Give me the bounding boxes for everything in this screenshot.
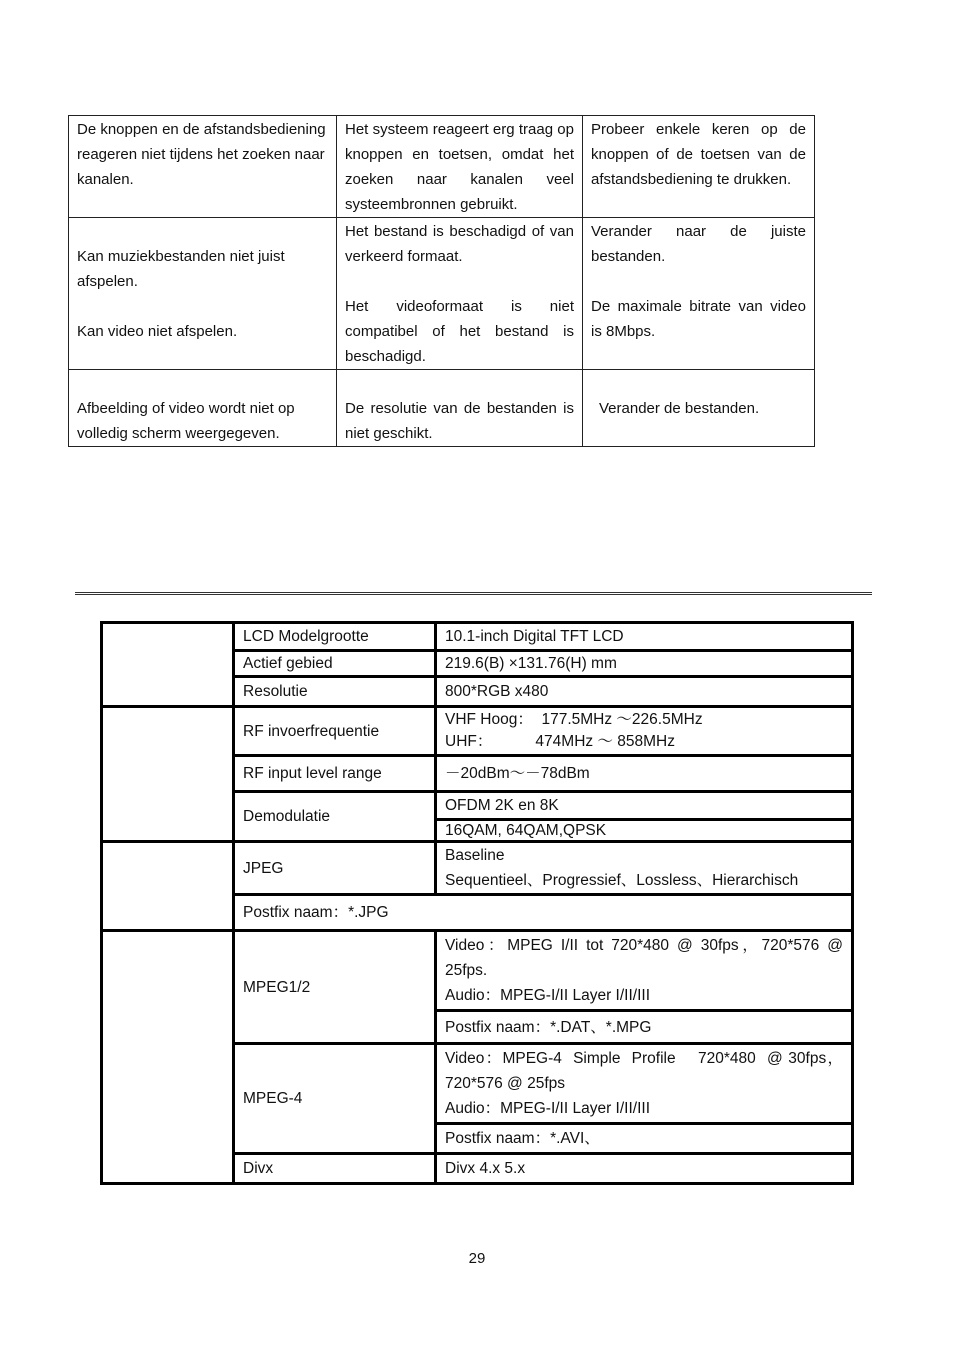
mpeg12-postfix: Postfix naam：*.DAT、*.MPG — [445, 1018, 652, 1036]
rf-frequency-value — [437, 708, 851, 754]
mpeg4-label: MPEG-4 — [243, 1090, 303, 1107]
divx-value: Divx 4.x 5.x — [445, 1160, 526, 1177]
troubleshooting-table — [68, 115, 815, 447]
jpeg-value — [437, 843, 851, 893]
solution-cell: Verander de bestanden. — [583, 370, 815, 447]
lcd-size-value: 10.1-inch Digital TFT LCD — [445, 628, 624, 645]
solution-cell: Verander naar de juiste bestanden. De maximale bitrate van video is 8Mbps. — [583, 218, 815, 370]
page-number: 29 — [468, 1250, 486, 1267]
section-divider — [75, 592, 872, 595]
rf-vhf-range: VHF Hoog： 177.5MHz ～226.5MHz — [445, 711, 703, 728]
mpeg4-video: Video：MPEG-4 Simple Profile 720*480 @ 30fps，720*576 @ 25fps — [445, 1050, 843, 1092]
specification-table — [100, 621, 854, 1185]
mpeg12-audio: Audio：MPEG-I/II Layer I/II/III — [445, 987, 651, 1004]
cause-cell: De resolutie van de bestanden is niet geschikt. — [337, 370, 583, 447]
solution-cell: Probeer enkele keren op de knoppen of de toetsen van de afstandsbediening te drukken. — [583, 116, 815, 218]
cause-cell: Het systeem reageert erg traag op knoppen en toetsen, omdat het zoeken naar kanalen veel systeembronnen gebruikt. — [337, 116, 583, 218]
demodulation-value-ofdm: OFDM 2K en 8K — [445, 797, 559, 814]
jpeg-label: JPEG — [243, 859, 284, 877]
resolution-label: Resolutie — [243, 683, 308, 700]
jpeg-baseline: Baseline — [445, 847, 505, 864]
rf-frequency-label: RF invoerfrequentie — [243, 722, 380, 740]
cause-cell: Het bestand is beschadigd of van verkeerd formaat. Het videoformaat is niet compatibel of het bestand is beschadigd. — [337, 218, 583, 370]
mpeg12-value — [437, 932, 851, 1009]
lcd-size-label: LCD Modelgrootte — [243, 628, 369, 645]
mpeg4-postfix: Postfix naam：*.AVI、 — [445, 1130, 600, 1147]
resolution-value: 800*RGB x480 — [445, 683, 549, 700]
demodulation-value-qam: 16QAM, 64QAM,QPSK — [445, 822, 607, 839]
demodulation-label: Demodulatie — [243, 808, 331, 825]
problem-cell: Afbeelding of video wordt niet op volledig scherm weergegeven. — [69, 370, 337, 447]
table-row — [69, 218, 815, 370]
mpeg12-video: Video：MPEG I/II tot 720*480 @ 30fps，720*576 @ 25fps. — [445, 937, 843, 979]
problem-cell: Kan muziekbestanden niet juist afspelen. Kan video niet afspelen. — [69, 218, 337, 370]
rf-level-value: －20dBm～－78dBm — [445, 765, 590, 782]
rf-uhf-range: UHF： 474MHz ～ 858MHz — [445, 733, 675, 750]
jpeg-modes: Sequentieel、Progressief、Lossless、Hierarchisch — [445, 872, 799, 889]
mpeg4-value — [437, 1045, 851, 1122]
rf-level-label: RF input level range — [243, 765, 382, 782]
problem-cell: De knoppen en de afstandsbediening reageren niet tijdens het zoeken naar kanalen. — [69, 116, 337, 218]
jpeg-postfix: Postfix naam：*.JPG — [243, 904, 389, 921]
active-area-value: 219.6(B) ×131.76(H) mm — [445, 655, 617, 672]
divx-label: Divx — [243, 1160, 274, 1177]
table-row — [69, 116, 815, 218]
mpeg12-label: MPEG1/2 — [243, 978, 311, 996]
active-area-label: Actief gebied — [243, 655, 333, 672]
table-row — [69, 370, 815, 447]
mpeg4-audio: Audio：MPEG-I/II Layer I/II/III — [445, 1100, 651, 1117]
